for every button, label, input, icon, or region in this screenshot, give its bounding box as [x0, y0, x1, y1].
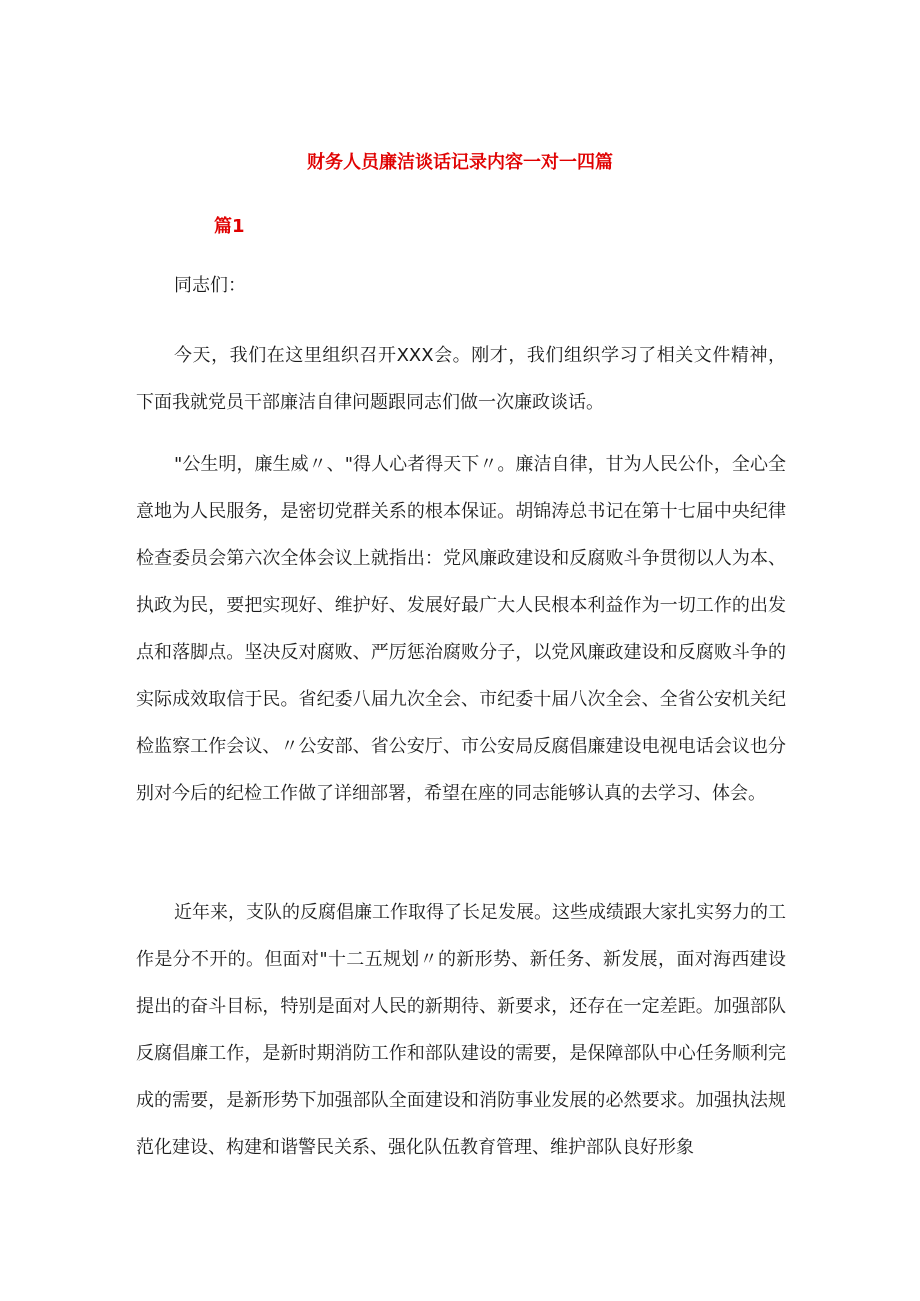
paragraph-3: 近年来，支队的反腐倡廉工作取得了长足发展。这些成绩跟大家扎实努力的工作是分不开的。但面对"十二五规划〃的新形势、新任务、新发展，面对海西建设提出的奋斗目标，特别是面对人民的新期待、新要求，还存在一定差距。加强部队反腐倡廉工作，是新时期消防工作和部队建设的需要，是保障部队中心任务顺利完成的需要，是新形势下加强部队全面建设和消防事业发展的必然要求。加强执法规范化建设、构建和谐警民关系、强化队伍教育管理、维护部队良好形象	[136, 902, 786, 1158]
salutation: 同志们：	[174, 275, 246, 296]
paragraph-2: "公生明，廉生威〃、"得人心者得天下〃。廉洁自律，甘为人民公仆，全心全意地为人民服务，是密切党群关系的根本保证。胡锦涛总书记在第十七届中央纪律检查委员会第六次全体会议上就指出：党风廉政建设和反腐败斗争贯彻以人为本、执政为民，要把实现好、维护好、发展好最广大人民根本利益作为一切工作的出发点和落脚点。坚决反对腐败、严厉惩治腐败分子，以党风廉政建设和反腐败斗争的实际成效取信于民。省纪委八届九次全会、市纪委十届八次全会、全省公安机关纪检监察工作会议、〃公安部、省公安厅、市公安局反腐倡廉建设电视电话会议也分别对今后的纪检工作做了详细部署，希望在座的同志能够认真的去学习、体会。	[136, 454, 786, 804]
paragraph-1: 今天，我们在这里组织召开XXX会。刚才，我们组织学习了相关文件精神，下面我就党员干部廉洁自律问题跟同志们做一次廉政谈话。	[136, 345, 786, 413]
section-heading: 篇1	[214, 216, 245, 237]
document-title: 财务人员廉洁谈话记录内容一对一四篇	[307, 152, 613, 173]
